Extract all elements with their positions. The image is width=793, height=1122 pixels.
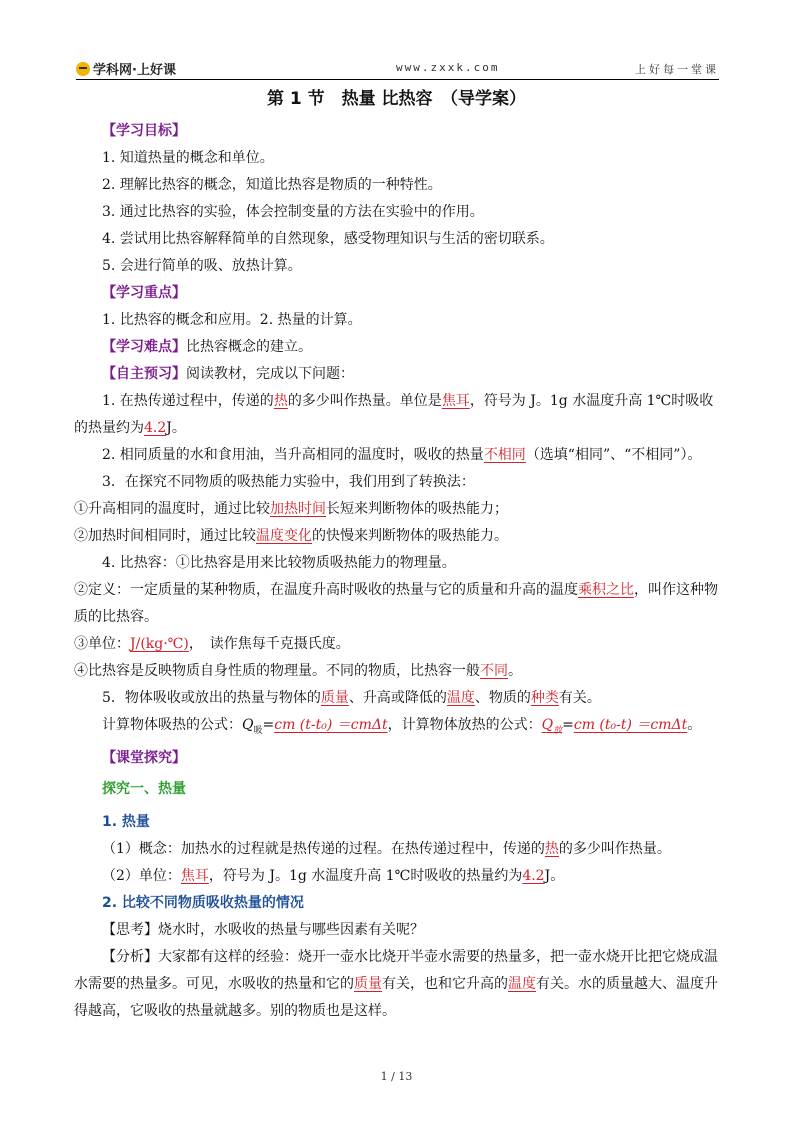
answer-blank: 温度 xyxy=(446,690,475,706)
answer-blank: $Q_放$ xyxy=(541,717,563,736)
answer-blank: cm (t-t₀) ＝cmΔt xyxy=(274,717,388,733)
answer-blank: 热 xyxy=(544,840,559,857)
answer-blank: 质量 xyxy=(354,975,382,992)
answer-blank: 加热时间 xyxy=(270,501,326,517)
answer-blank: 4.2 xyxy=(522,867,545,884)
difficulty-heading: 【学习难点】 xyxy=(102,339,186,355)
preview-q4d: ④比热容是反映物质自身性质的物理量。不同的物质，比热容一般不同。 xyxy=(74,663,522,679)
site-logo xyxy=(76,59,176,78)
answer-blank: 种类 xyxy=(530,690,559,706)
preview-q1: 1. 在热传递过程中，传递的热的多少叫作热量。单位是焦耳，符号为 J。1g 水温度升高 1℃时吸收的热量约为4.2J。 xyxy=(74,393,714,436)
preview-q3a: ①升高相同的温度时，通过比较加热时间长短来判断物体的吸热能力； xyxy=(74,501,508,517)
answer-blank: 温度变化 xyxy=(256,528,312,544)
preview-q3: 3．在探究不同物质的吸热能力实验中，我们用到了转换法： xyxy=(102,474,475,490)
explore1-sub2: 2. 比较不同物质吸收热量的情况 xyxy=(102,894,304,911)
objectives-heading: 【学习目标】 xyxy=(102,123,186,139)
think-paragraph: 【思考】烧水时，水吸收的热量与哪些因素有关呢？ xyxy=(102,921,424,938)
answer-blank: 乘积之比 xyxy=(578,582,634,598)
difficulty-text: 比热容概念的建立。 xyxy=(186,339,312,355)
preview-heading: 【自主预习】 xyxy=(102,366,186,382)
explore1-heading: 探究一、热量 xyxy=(102,780,186,797)
page-title: 第 1 节 热量 比热容 （导学案） xyxy=(266,89,527,109)
objective-item: 5. 会进行简单的吸、放热计算。 xyxy=(102,258,302,274)
page-header xyxy=(76,59,719,80)
answer-blank: 不相同 xyxy=(483,447,526,463)
answer-blank: J/(kg·℃) xyxy=(130,636,189,652)
answer-blank: 焦耳 xyxy=(180,867,209,884)
answer-blank: 4.2 xyxy=(144,420,167,436)
answer-blank: cm (t₀-t) ＝cmΔt xyxy=(573,717,688,733)
key-heading: 【学习重点】 xyxy=(102,285,186,301)
key-text: 1. 比热容的概念和应用。2. 热量的计算。 xyxy=(102,312,362,328)
heat-formula: 计算物体吸热的公式：$Q_吸=cm$ (t-t₀) ＝cmΔt，计算物体放热的公式：$Q_放=cm$ (t₀-t) ＝cmΔt。 xyxy=(102,717,702,736)
preview-q4: 4. 比热容：①比热容是用来比较物质吸热能力的物理量。 xyxy=(102,555,456,571)
answer-blank: 质量 xyxy=(320,690,349,706)
preview-q4b: ②定义：一定质量的某种物质，在温度升高时吸收的热量与它的质量和升高的温度乘积之比，叫作这种物质的比热容。 xyxy=(74,582,718,625)
site-url: www.zxxk.com xyxy=(396,61,500,74)
site-slogan: 上好每一堂课 xyxy=(635,63,719,76)
explore1-sub1: 1. 热量 xyxy=(102,813,150,830)
preview-q5: 5．物体吸收或放出的热量与物体的质量、升高或降低的温度、物质的种类有关。 xyxy=(102,690,601,706)
preview-q2: 2. 相同质量的水和食用油，当升高相同的温度时，吸收的热量不相同（选填“相同”、“不相同”）。 xyxy=(102,447,702,463)
explore1-p1: （1）概念：加热水的过程就是热传递的过程。在热传递过程中，传递的热的多少叫作热量。 xyxy=(102,840,671,857)
page-number: 1 / 13 xyxy=(380,1070,413,1083)
answer-blank: 热 xyxy=(273,393,288,409)
objective-item: 2. 理解比热容的概念，知道比热容是物质的一种特性。 xyxy=(102,177,442,193)
objective-item: 3. 通过比热容的实验，体会控制变量的方法在实验中的作用。 xyxy=(102,204,484,220)
objective-item: 4. 尝试用比热容解释简单的自然现象，感受物理知识与生活的密切联系。 xyxy=(102,231,554,247)
preview-intro: 阅读教材，完成以下问题： xyxy=(186,366,354,382)
document-body xyxy=(74,118,720,1025)
logo-text: 学科网·上好课 xyxy=(93,63,176,78)
answer-blank: 不同 xyxy=(480,663,508,679)
preview-q4c: ③单位：J/(kg·℃)， 读作焦每千克摄氏度。 xyxy=(74,636,350,652)
analysis-paragraph: 【分析】大家都有这样的经验：烧开一壶水比烧开半壶水需要的热量多，把一壶水烧开比把它烧成温水需要的热量多。可见，水吸收的热量和它的质量有关，也和它升高的温度有关。水的质量越大、温度升得越高，它吸收的热量就越多。别的物质也是这样。 xyxy=(74,948,718,1019)
class-heading: 【课堂探究】 xyxy=(102,749,186,766)
explore1-p2: （2）单位：焦耳，符号为 J。1g 水温度升高 1℃时吸收的热量约为4.2J。 xyxy=(102,867,565,884)
logo-face-icon xyxy=(76,62,90,76)
answer-blank: 焦耳 xyxy=(441,393,470,409)
answer-blank: 温度 xyxy=(508,975,536,992)
objective-item: 1. 知道热量的概念和单位。 xyxy=(102,150,274,166)
preview-q3b: ②加热时间相同时，通过比较温度变化的快慢来判断物体的吸热能力。 xyxy=(74,528,508,544)
